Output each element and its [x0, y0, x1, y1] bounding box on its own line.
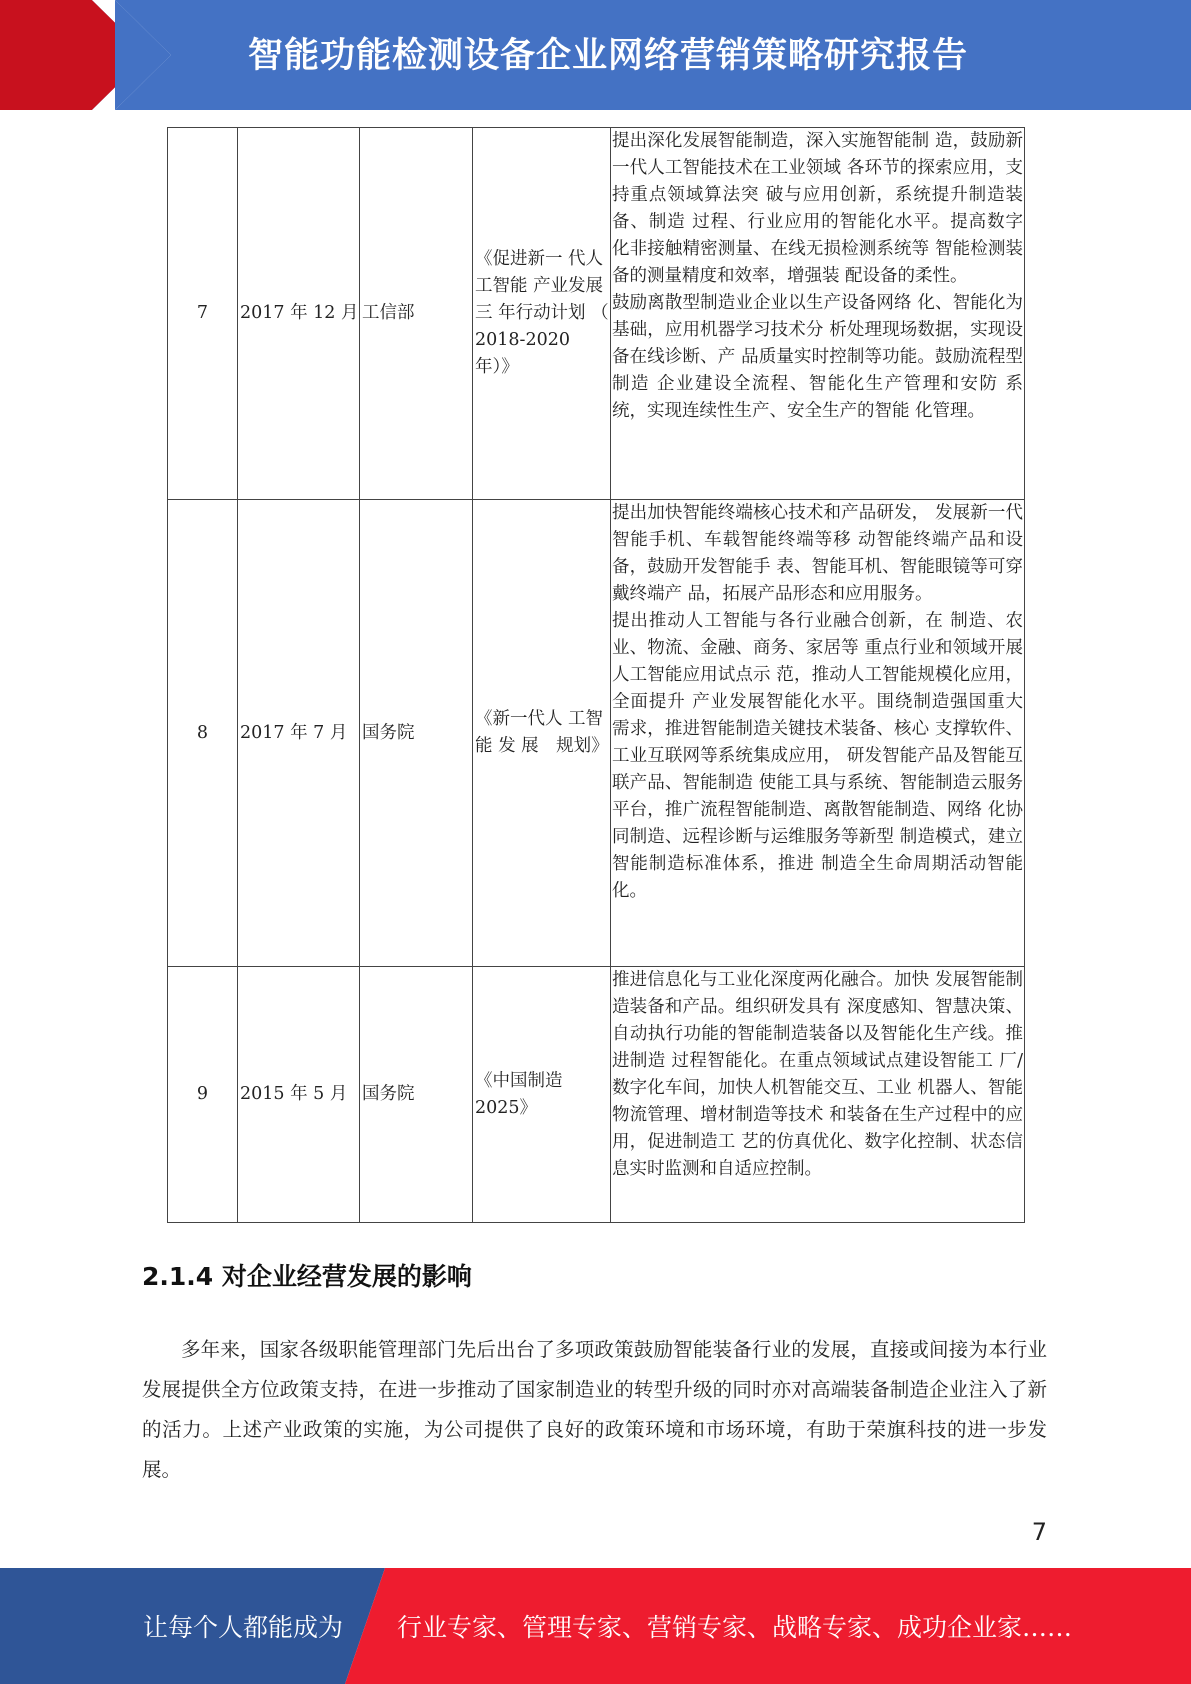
row-policy-title: 《促进新一 代人工智能 产业发展三 年行动计划 （ 2018-2020 年）》	[473, 128, 611, 500]
row-department: 国务院	[360, 967, 473, 1223]
page-number: 7	[1031, 1518, 1047, 1546]
row-policy-title: 《中国制造 2025》	[473, 967, 611, 1223]
page-footer	[0, 1568, 1191, 1684]
footer-slogan-left: 让每个人都能成为	[143, 1613, 344, 1642]
row-policy-title: 《新一代人 工智 能 发 展 规划》	[473, 500, 611, 967]
row-content	[611, 128, 1025, 500]
policy-table	[167, 127, 1025, 1223]
row-content	[611, 967, 1025, 1223]
header-title: 智能功能检测设备企业网络营销策略研究报告	[248, 36, 969, 76]
row-date: 2017 年 7 月	[238, 500, 360, 967]
table-row	[168, 500, 1025, 967]
content-paragraph: 鼓励离散型制造业企业以生产设备网络 化、智能化为基础，应用机器学习技术分 析处理现场数据，实现设备在线诊断、产 品质量实时控制等功能。鼓励流程型制造 企业建设全流程、智能化生产管理和安防 系统，实现连续性生产、安全生产的智能 化管理。	[612, 293, 1023, 421]
content-paragraph: 推进信息化与工业化深度两化融合。加快 发展智能制造装备和产品。组织研发具有 深度感知、智慧决策、自动执行功能的智能制造装备以及智能化生产线。推进制造 过程智能化。在重点领域试点建设智能工 厂/数字化车间，加快人机智能交互、工业 机器人、智能物流管理、增材制造等技术 和装备在生产过程中的应用，促进制造工 艺的仿真优化、数字化控制、状态信息实时监测和自适应控制。	[612, 970, 1023, 1179]
row-number: 7	[168, 128, 238, 500]
row-date: 2015 年 5 月	[238, 967, 360, 1223]
row-number: 8	[168, 500, 238, 967]
table-row	[168, 128, 1025, 500]
row-department: 国务院	[360, 500, 473, 967]
footer-slogan-right: 行业专家、管理专家、营销专家、战略专家、成功企业家……	[397, 1613, 1073, 1642]
row-number: 9	[168, 967, 238, 1223]
row-date: 2017 年 12 月	[238, 128, 360, 500]
table-row	[168, 967, 1025, 1223]
section-heading: 2.1.4 对企业经营发展的影响	[142, 1262, 472, 1291]
row-content	[611, 500, 1025, 967]
body-paragraph: 多年来，国家各级职能管理部门先后出台了多项政策鼓励智能装备行业的发展，直接或间接为本行业发展提供全方位政策支持，在进一步推动了国家制造业的转型升级的同时亦对高端装备制造企业注入了新的活力。上述产业政策的实施，为公司提供了良好的政策环境和市场环境，有助于荣旗科技的进一步发展。	[142, 1338, 1047, 1481]
page-header	[0, 0, 1191, 110]
row-department: 工信部	[360, 128, 473, 500]
content-paragraph: 提出加快智能终端核心技术和产品研发， 发展新一代智能手机、车载智能终端等移 动智能终端产品和设备，鼓励开发智能手 表、智能耳机、智能眼镜等可穿戴终端产 品，拓展产品形态和应用服务。	[612, 503, 1023, 604]
content-paragraph: 提出深化发展智能制造，深入实施智能制 造，鼓励新一代人工智能技术在工业领域 各环节的探索应用，支持重点领域算法突 破与应用创新，系统提升制造装备、制造 过程、行业应用的智能化水平。提高数字 化非接触精密测量、在线无损检测系统等 智能检测装备的测量精度和效率，增强装 配设备的柔性。	[612, 131, 1023, 286]
content-paragraph: 提出推动人工智能与各行业融合创新，在 制造、农业、物流、金融、商务、家居等 重点行业和领域开展人工智能应用试点示 范，推动人工智能规模化应用，全面提升 产业发展智能化水平。围绕制造强国重大 需求，推进智能制造关键技术装备、核心 支撑软件、工业互联网等系统集成应用， 研发智能产品及智能互联产品、智能制造 使能工具与系统、智能制造云服务平台，推广流程智能制造、离散智能制造、网络 化协同制造、远程诊断与运维服务等新型 制造模式，建立智能制造标准体系，推进 制造全生命周期活动智能化。	[612, 611, 1023, 901]
